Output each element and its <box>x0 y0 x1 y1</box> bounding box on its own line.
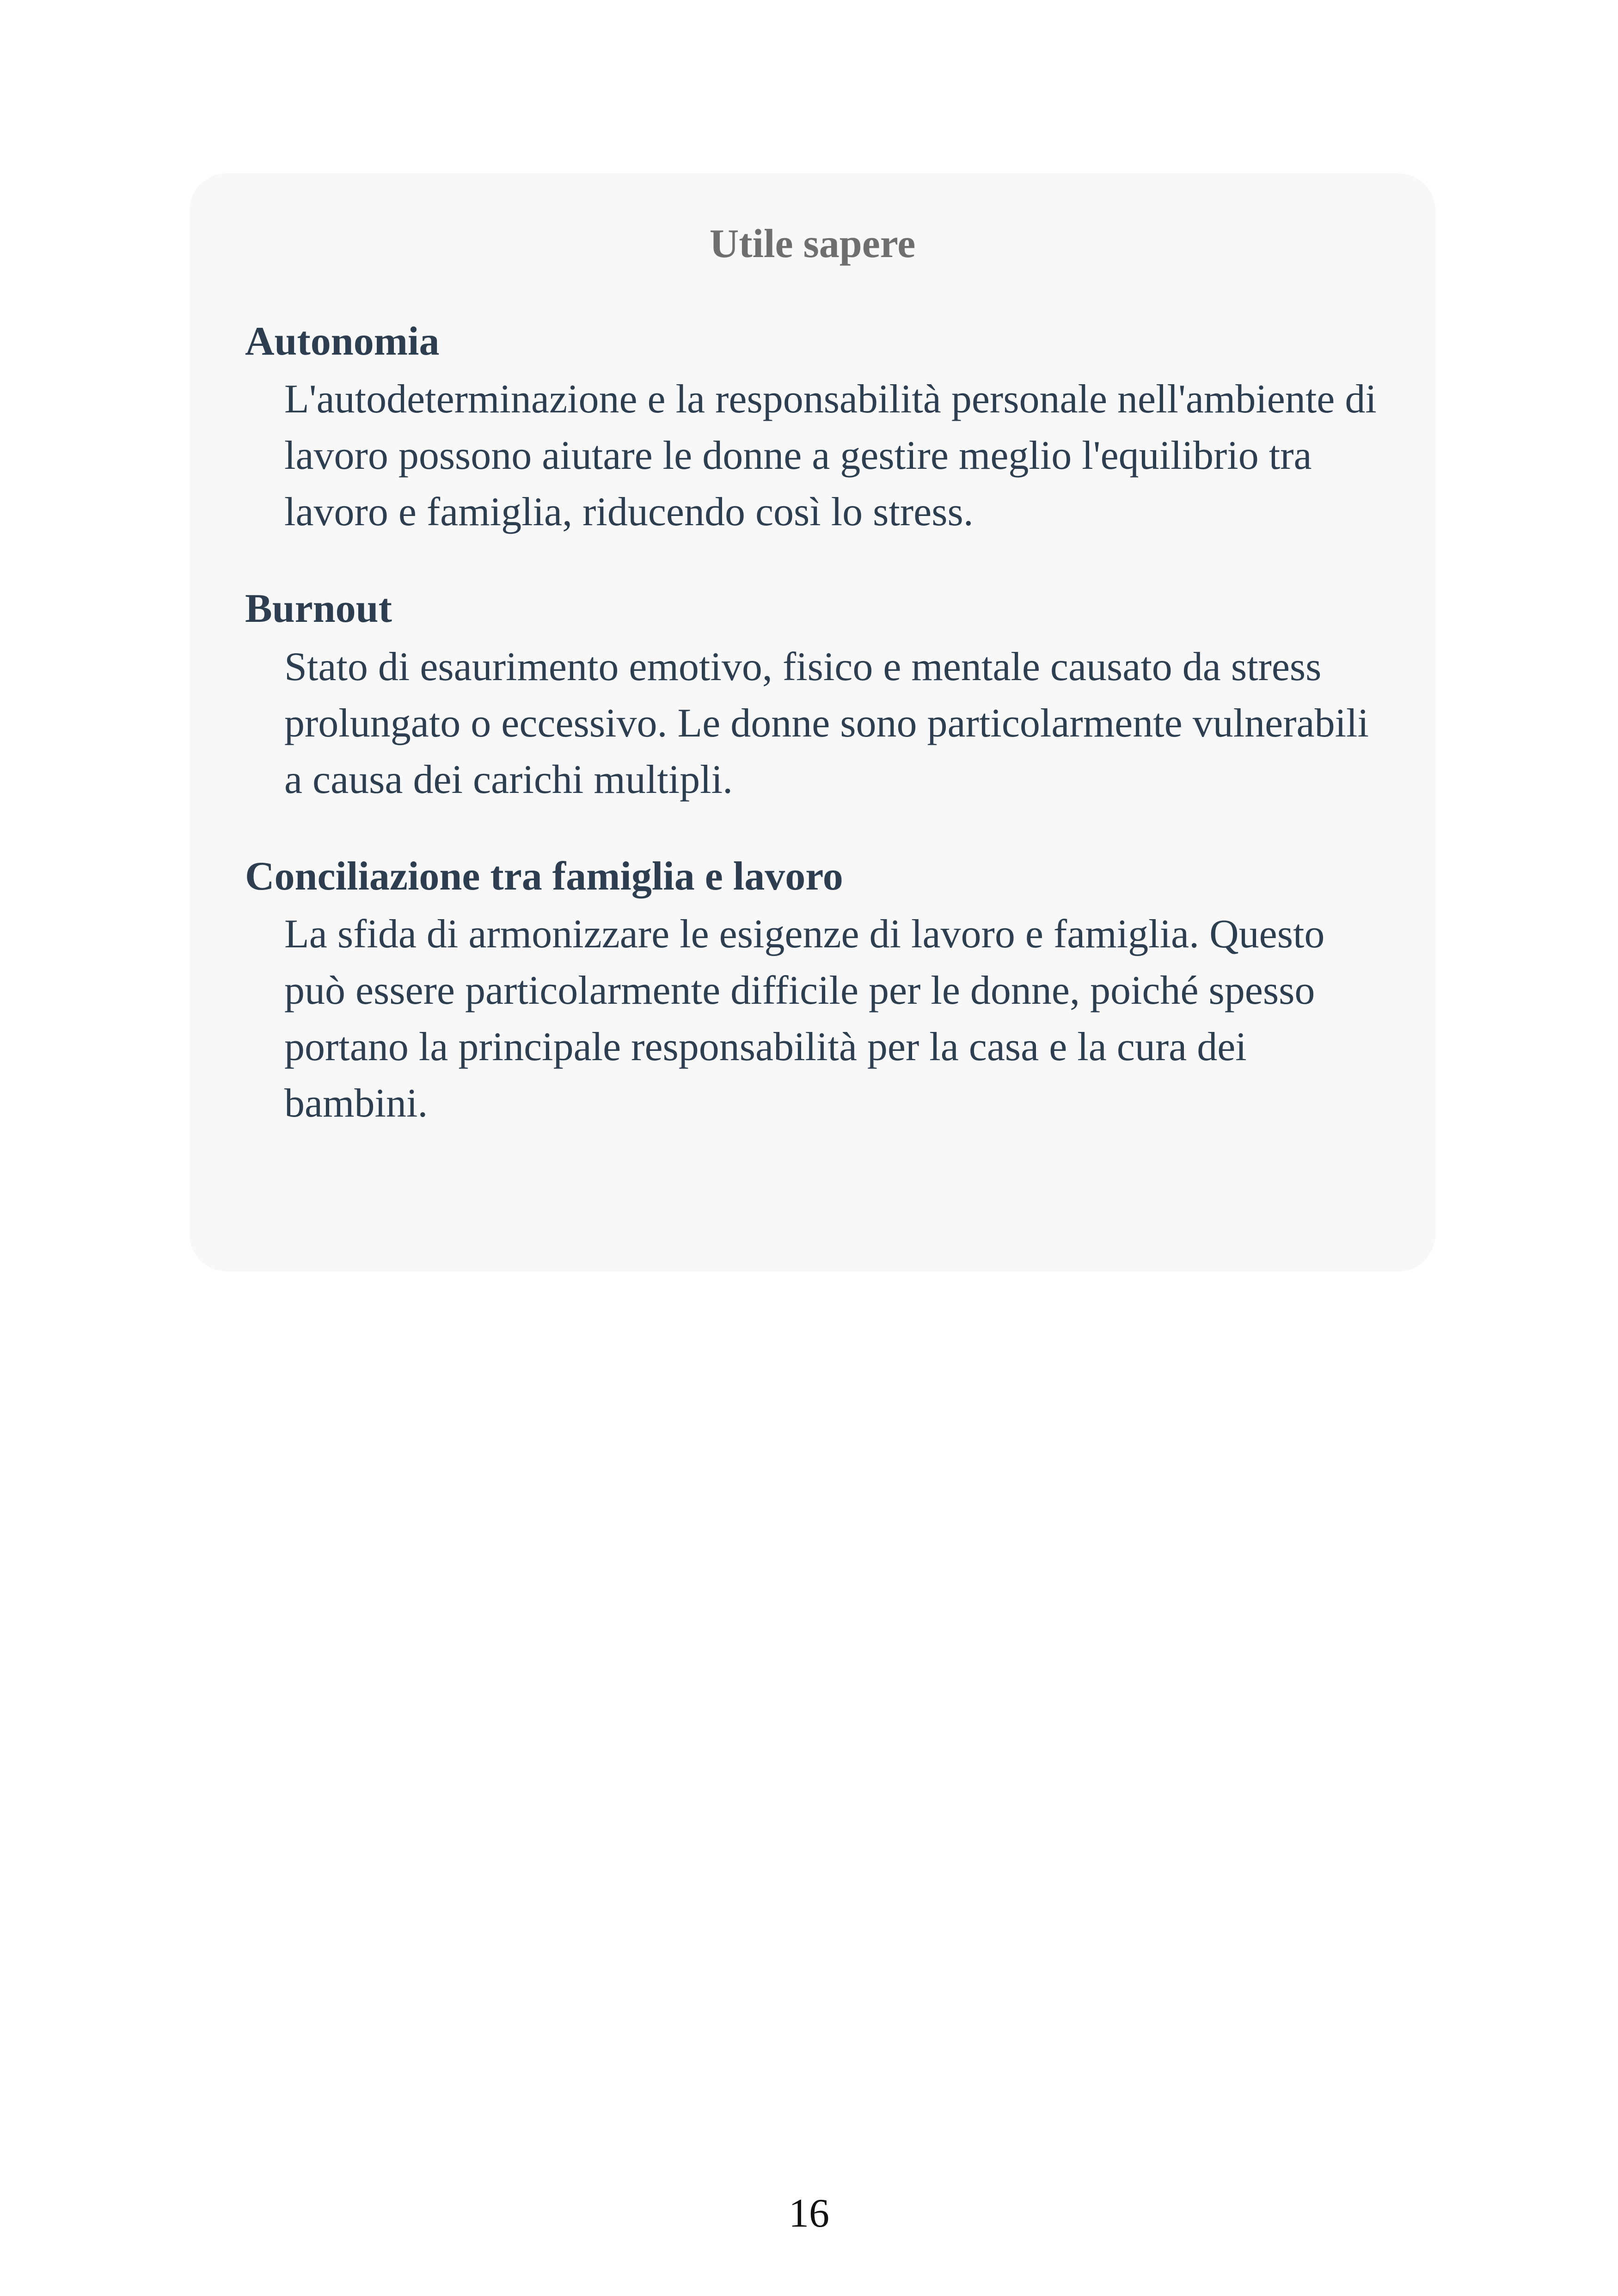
glossary-term: Conciliazione tra famiglia e lavoro <box>245 853 843 899</box>
box-title: Utile sapere <box>709 221 916 266</box>
glossary-entry-burnout <box>245 584 1380 808</box>
glossary-definition: La sfida di armonizzare le esigenze di lavoro e famiglia. Questo può essere particolarmente difficile per le donne, poiché spesso portano la principale responsabilità per la casa e la cura dei bambini. <box>284 912 1325 1126</box>
glossary-entry-autonomia <box>245 317 1380 541</box>
glossary-term: Burnout <box>245 586 392 632</box>
glossary-definition: Stato di esaurimento emotivo, fisico e mentale causato da stress prolungato o eccessivo. Le donne sono particolarmente vulnerabili a causa dei carichi multipli. <box>284 644 1369 802</box>
page-number: 16 <box>789 2191 829 2236</box>
glossary-entry-conciliazione <box>245 852 1380 1132</box>
info-box-utile-sapere <box>190 173 1435 1271</box>
glossary-term: Autonomia <box>245 319 440 364</box>
glossary-definition: L'autodeterminazione e la responsabilità personale nell'ambiente di lavoro possono aiutare le donne a gestire meglio l'equilibrio tra lavoro e famiglia, riducendo così lo stress. <box>284 377 1377 535</box>
